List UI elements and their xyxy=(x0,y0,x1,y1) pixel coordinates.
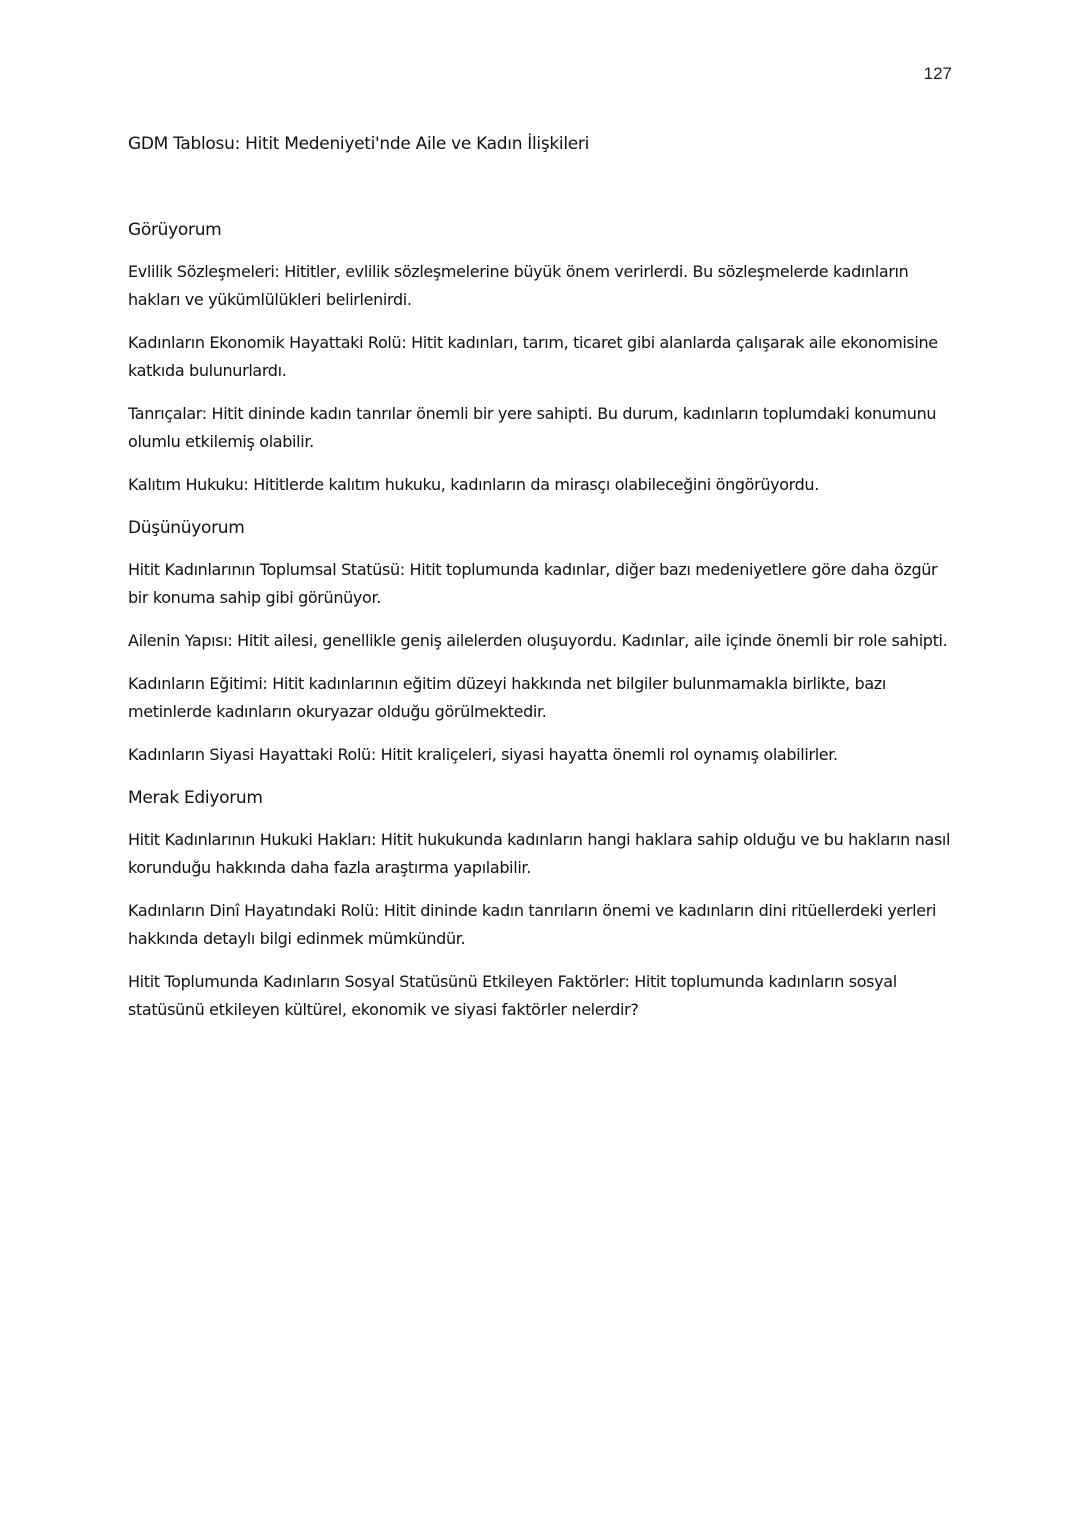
entry-text: Hitit kraliçeleri, siyasi hayatta önemli rol oynamış olabilirler. xyxy=(375,745,838,764)
entry-term: Hitit Kadınlarının Toplumsal Statüsü: xyxy=(128,560,405,579)
list-item xyxy=(128,258,958,314)
section-heading: Görüyorum xyxy=(128,220,222,240)
entry-text: Hitit toplumunda kadınlar, diğer bazı medeniyetlere göre daha özgür bir konuma sahip gibi görünüyor. xyxy=(128,560,938,607)
list-item xyxy=(128,968,958,1024)
list-item xyxy=(128,627,958,655)
section-dusunuyorum xyxy=(128,514,958,769)
list-item xyxy=(128,670,958,726)
entry-term: Kalıtım Hukuku: xyxy=(128,475,249,494)
entry-term: Tanrıçalar: xyxy=(128,404,207,423)
entry-text: Hitit kadınları, tarım, ticaret gibi alanlarda çalışarak aile ekonomisine katkıda bulunurlardı. xyxy=(128,333,938,380)
entry-text: Hitit toplumunda kadınların sosyal statüsünü etkileyen kültürel, ekonomik ve siyasi faktörler nelerdir? xyxy=(128,972,897,1019)
entry-term: Kadınların Eğitimi: xyxy=(128,674,268,693)
entry-term: Ailenin Yapısı: xyxy=(128,631,233,650)
entry-term: Kadınların Dinî Hayatındaki Rolü: xyxy=(128,901,380,920)
entry-term: Hitit Kadınlarının Hukuki Hakları: xyxy=(128,830,377,849)
entry-text: Hitit ailesi, genellikle geniş ailelerden oluşuyordu. Kadınlar, aile içinde önemli bir role sahipti. xyxy=(232,631,948,650)
list-item xyxy=(128,826,958,882)
entry-term: Kadınların Ekonomik Hayattaki Rolü: xyxy=(128,333,407,352)
entry-term: Hitit Toplumunda Kadınların Sosyal Statüsünü Etkileyen Faktörler: xyxy=(128,972,630,991)
page-number: 127 xyxy=(923,64,952,83)
document-body xyxy=(128,130,958,1039)
entry-term: Kadınların Siyasi Hayattaki Rolü: xyxy=(128,745,376,764)
section-heading: Düşünüyorum xyxy=(128,518,245,538)
section-heading: Merak Ediyorum xyxy=(128,788,263,808)
entry-text: Hitit kadınlarının eğitim düzeyi hakkında net bilgiler bulunmamakla birlikte, bazı metinlerde kadınların okuryazar olduğu görülmektedir. xyxy=(128,674,886,721)
list-item xyxy=(128,400,958,456)
entry-text: Hitit dininde kadın tanrıların önemi ve kadınların dini ritüellerdeki yerleri hakkında detaylı bilgi edinmek mümkündür. xyxy=(128,901,937,948)
document-title: GDM Tablosu: Hitit Medeniyeti'nde Aile ve Kadın İlişkileri xyxy=(128,134,590,154)
list-item xyxy=(128,897,958,953)
entry-text: Hitit dininde kadın tanrılar önemli bir yere sahipti. Bu durum, kadınların toplumdaki konumunu olumlu etkilemiş olabilir. xyxy=(128,404,937,451)
entry-text: Hititler, evlilik sözleşmelerine büyük önem verirlerdi. Bu sözleşmelerde kadınların hakları ve yükümlülükleri belirlenirdi. xyxy=(128,262,909,309)
section-goruyorum xyxy=(128,216,958,499)
list-item xyxy=(128,329,958,385)
entry-term: Evlilik Sözleşmeleri: xyxy=(128,262,280,281)
section-merak-ediyorum xyxy=(128,784,958,1024)
entry-text: Hititlerde kalıtım hukuku, kadınların da mirasçı olabileceğini öngörüyordu. xyxy=(248,475,819,494)
list-item xyxy=(128,741,958,769)
list-item xyxy=(128,556,958,612)
list-item xyxy=(128,471,958,499)
entry-text: Hitit hukukunda kadınların hangi haklara sahip olduğu ve bu hakların nasıl korunduğu hakkında daha fazla araştırma yapılabilir. xyxy=(128,830,951,877)
